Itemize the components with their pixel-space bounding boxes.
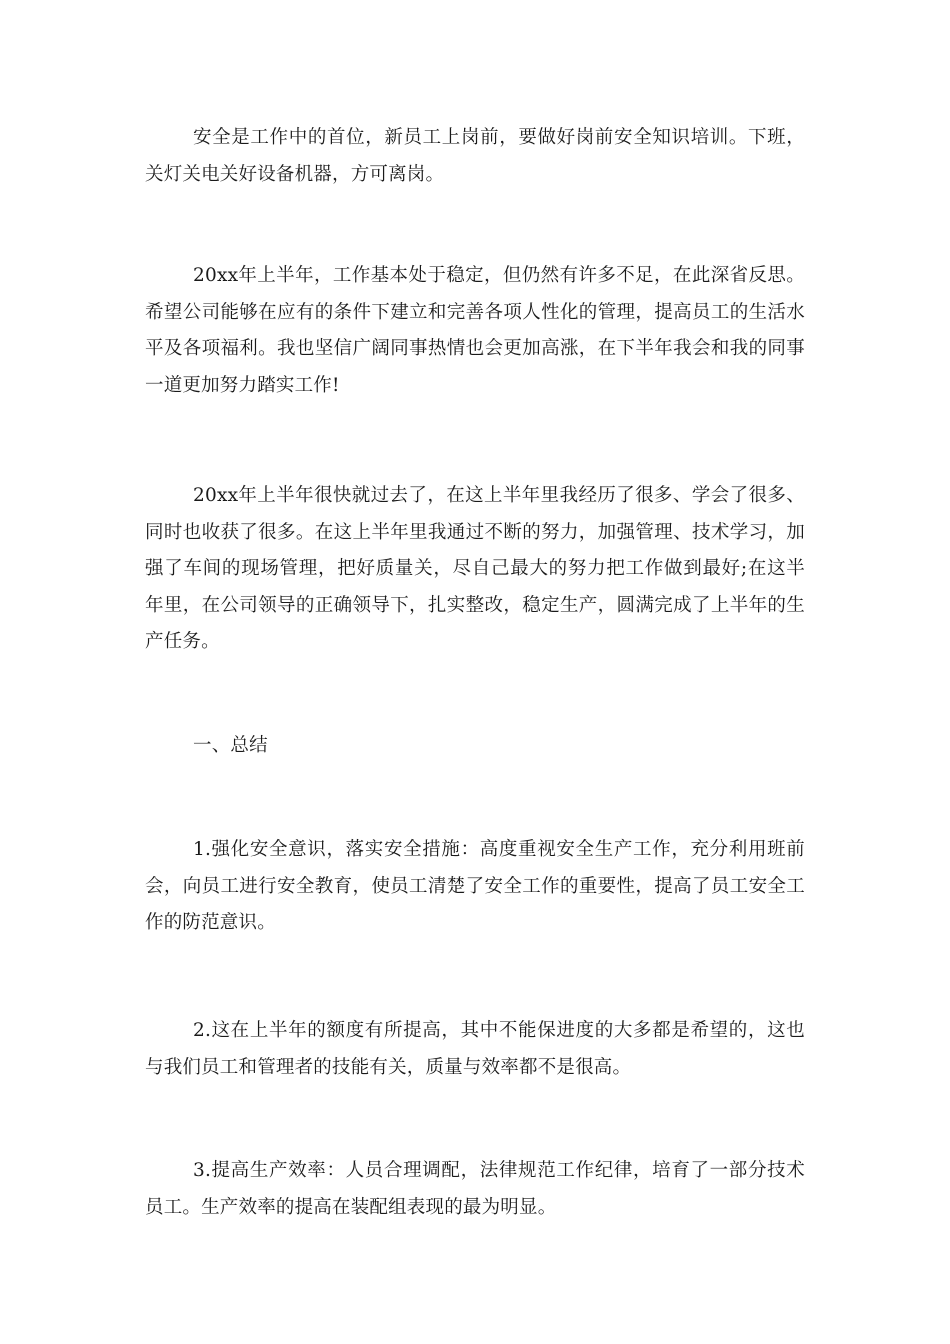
paragraph-safety: 安全是工作中的首位，新员工上岗前，要做好岗前安全知识培训。下班，关灯关电关好设备机器，方可离岗。 (145, 127, 805, 185)
paragraph-review: 20xx年上半年很快就过去了，在这上半年里我经历了很多、学会了很多、同时也收获了很多。在这上半年里我通过不断的努力，加强管理、技术学习，加强了车间的现场管理，把好质量关，尽自己最大的努力把工作做到最好;在这半年里，在公司领导的正确领导下，扎实整改，稳定生产，圆满完成了上半年的生产任务。 (145, 485, 805, 652)
list-item-efficiency: 3.提高生产效率：人员合理调配，法律规范工作纪律，培育了一部分技术员工。生产效率的提高在装配组表现的最为明显。 (145, 1160, 805, 1218)
section-heading-summary: 一、总结 (193, 735, 268, 756)
list-item-quota: 2.这在上半年的额度有所提高，其中不能保进度的大多都是希望的，这也与我们员工和管理者的技能有关，质量与效率都不是很高。 (145, 1020, 805, 1078)
list-item-safety-awareness: 1.强化安全意识，落实安全措施：高度重视安全生产工作，充分利用班前会，向员工进行安全教育，使员工清楚了安全工作的重要性，提高了员工安全工作的防范意识。 (145, 839, 805, 933)
paragraph-reflection: 20xx年上半年，工作基本处于稳定，但仍然有许多不足，在此深省反思。希望公司能够在应有的条件下建立和完善各项人性化的管理，提高员工的生活水平及各项福利。我也坚信广阔同事热情也会更加高涨，在下半年我会和我的同事一道更加努力踏实工作! (145, 265, 805, 396)
